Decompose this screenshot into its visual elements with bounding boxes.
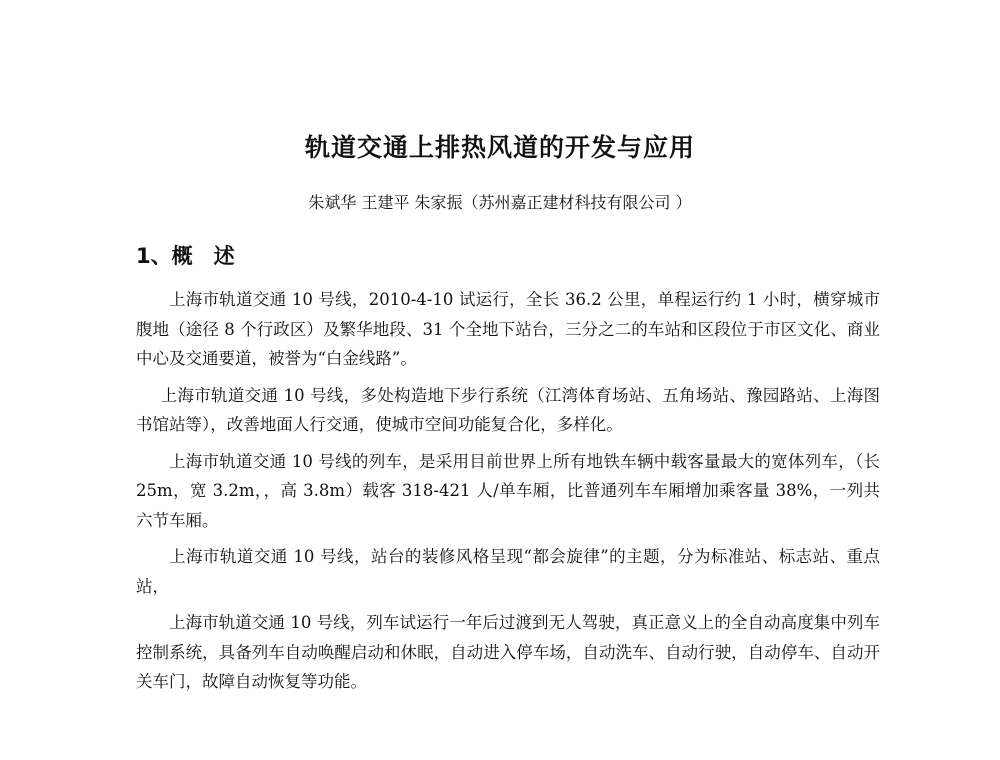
body-text	[136, 285, 880, 704]
paragraph: 上海市轨道交通 10 号线的列车，是采用目前世界上所有地铁车辆中载客量最大的宽体列车，（长 25m，宽 3.2m，，高 3.8m）载客 318-421 人/单车厢，比普通列车车厢增加乘客量 38%，一列共六节车厢。	[136, 451, 880, 530]
section-title: 概 述	[171, 244, 235, 268]
paragraph: 上海市轨道交通 10 号线，多处构造地下步行系统（江湾体育场站、五角场站、豫园路站、上海图书馆站等），改善地面人行交通，使城市空间功能复合化，多样化。	[136, 385, 880, 434]
section-heading	[136, 240, 235, 270]
section-number: 1、	[136, 244, 172, 268]
authors-line: 朱斌华 王建平 朱家振（苏州嘉正建材科技有限公司 ）	[308, 193, 692, 212]
paragraph: 上海市轨道交通 10 号线，列车试运行一年后过渡到无人驾驶，真正意义上的全自动高度集中列车控制系统，具备列车自动唤醒启动和休眠，自动进入停车场，自动洗车、自动行驶，自动停车、自动开关车门，故障自动恢复等功能。	[136, 613, 880, 691]
document-title: 轨道交通上排热风道的开发与应用	[304, 133, 695, 162]
paragraph: 上海市轨道交通 10 号线，站台的装修风格呈现“都会旋律”的主题，分为标准站、标志站、重点站，	[136, 547, 880, 596]
paragraph: 上海市轨道交通 10 号线，2010-4-10 试运行，全长 36.2 公里，单程运行约 1 小时，横穿城市腹地（途径 8 个行政区）及繁华地段、31 个全地下站台，三分之二的车站和区段位于市区文化、商业中心及交通要道，被誉为“白金线路”。	[136, 290, 880, 368]
